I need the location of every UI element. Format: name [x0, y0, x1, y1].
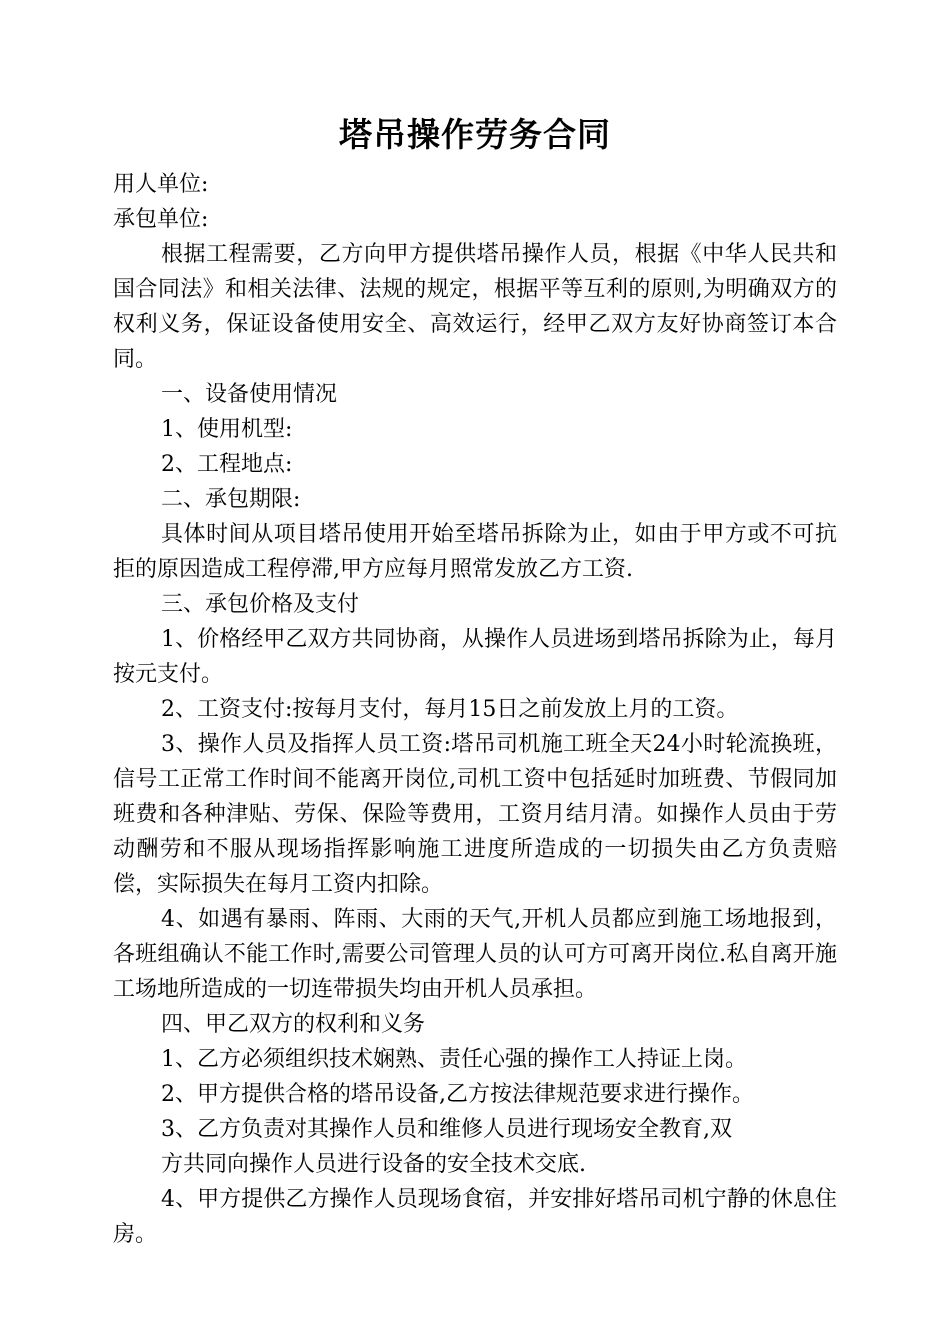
clause-safety-education: 3、乙方负责对其操作人员和维修人员进行现场安全教育,双	[161, 1117, 732, 1142]
clause-project-location: 2、工程地点:	[161, 452, 293, 477]
clause-wage-payment: 2、工资支付:按每月支付，每月15日之前发放上月的工资。	[161, 697, 739, 722]
clause-price: 1、价格经甲乙双方共同协商，从操作人员进场到塔吊拆除为止，每月按元支付。	[113, 627, 837, 687]
section-heading-term: 二、承包期限:	[161, 487, 301, 512]
clause-weather: 4、如遇有暴雨、阵雨、大雨的天气,开机人员都应到施工场地报到，各班组确认不能工作时,需要公司管理人员的认可方可离开岗位.私自离开施工场地所造成的一切连带损失均由开机人员承担。	[113, 907, 837, 1002]
clause-term-detail: 具体时间从项目塔吊使用开始至塔吊拆除为止，如由于甲方或不可抗拒的原因造成工程停滞,甲方应每月照常发放乙方工资.	[113, 522, 837, 582]
section-heading-equipment: 一、设备使用情况	[161, 382, 338, 407]
clause-skilled-workers: 1、乙方必须组织技术娴熟、责任心强的操作工人持证上岗。	[161, 1047, 747, 1072]
clause-operator-wages: 3、操作人员及指挥人员工资:塔吊司机施工班全天24小时轮流换班，信号工正常工作时间不能离开岗位,司机工资中包括延时加班费、节假同加班费和各种津贴、劳保、保险等费用，工资月结月清。如操作人员由于劳动酬劳和不服从现场指挥影响施工进度所造成的一切损失由乙方负责赔偿，实际损失在每月工资内扣除。	[113, 732, 837, 897]
preamble-paragraph: 根据工程需要，乙方向甲方提供塔吊操作人员，根据《中华人民共和国合同法》和相关法律、法规的规定，根据平等互利的原则,为明确双方的权利义务，保证设备使用安全、高效运行，经甲乙双方友好协商签订本合同。	[113, 242, 837, 372]
section-heading-payment: 三、承包价格及支付	[161, 592, 360, 617]
clause-equipment-supply: 2、甲方提供合格的塔吊设备,乙方按法律规范要求进行操作。	[161, 1082, 754, 1107]
section-heading-rights: 四、甲乙双方的权利和义务	[161, 1012, 426, 1037]
contractor-line: 承包单位:	[113, 207, 209, 232]
document-body	[113, 167, 837, 1252]
clause-machine-model: 1、使用机型:	[161, 417, 293, 442]
document-title: 塔吊操作劳务合同	[339, 115, 611, 154]
clause-safety-briefing: 方共同向操作人员进行设备的安全技术交底.	[161, 1152, 586, 1177]
employer-line: 用人单位:	[113, 172, 209, 197]
clause-accommodation: 4、甲方提供乙方操作人员现场食宿，并安排好塔吊司机宁静的休息住房。	[113, 1187, 837, 1247]
